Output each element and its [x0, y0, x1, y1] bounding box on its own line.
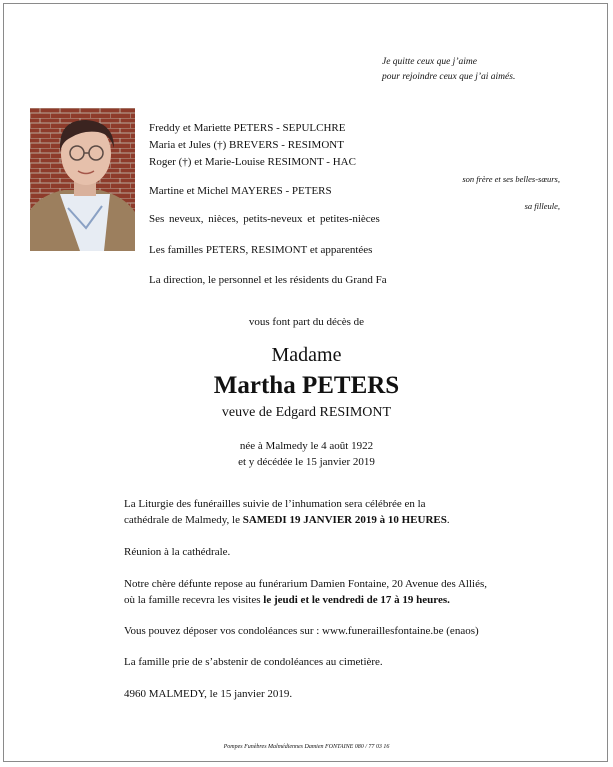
family-line-5: Ses neveux, nièces, petits-neveux et petites-nièces: [149, 213, 380, 225]
quote-line-2: pour rejoindre ceux que j’ai aimés.: [382, 72, 516, 82]
visits-times: le jeudi et le vendredi de 17 à 19 heures.: [263, 594, 450, 606]
funerarium-line-2: [124, 594, 450, 606]
family-line-6: Les familles PETERS, RESIMONT et apparentées: [149, 244, 373, 256]
visits-intro: où la famille recevra les visites: [124, 594, 264, 606]
cemetery-note: La famille prie de s’abstenir de condoléances au cimetière.: [124, 656, 383, 668]
liturgy-line-2-start: cathédrale de Malmedy, le: [124, 514, 243, 526]
death-info: et y décédée le 15 janvier 2019: [238, 456, 375, 468]
family-line-2: Maria et Jules (†) BREVERS - RESIMONT: [149, 139, 344, 151]
family-line-1: Freddy et Mariette PETERS - SEPULCHRE: [149, 122, 346, 134]
deceased-widow: veuve de Edgard RESIMONT: [221, 405, 392, 420]
family-note-1: son frère et ses belles-sœurs,: [462, 174, 560, 184]
family-line-3: Roger (†) et Marie-Louise RESIMONT - HAC: [149, 156, 356, 168]
deceased-name: Martha PETERS: [213, 372, 400, 399]
liturgy-line-1: La Liturgie des funérailles suivie de l’inhumation sera célébrée en la: [124, 498, 426, 510]
deceased-title: Madame: [271, 344, 342, 366]
liturgy-line-2: [124, 514, 450, 526]
meeting-info: Réunion à la cathédrale.: [124, 546, 231, 558]
footer-funeral-home: Pompes Funèbres Malmédiennes Damien FONTAINE 080 / 77 03 16: [223, 744, 390, 750]
family-note-2: sa filleule,: [524, 201, 560, 211]
liturgy-date-time: SAMEDI 19 JANVIER 2019 à 10 HEURES: [242, 514, 447, 526]
funerarium-line-1: Notre chère défunte repose au funérarium Damien Fontaine, 20 Avenue des Alliés,: [124, 578, 487, 590]
family-line-7: La direction, le personnel et les résidents du Grand Fa: [149, 274, 387, 286]
birth-info: née à Malmedy le 4 août 1922: [239, 440, 374, 452]
family-line-4: Martine et Michel MAYERES - PETERS: [149, 185, 332, 197]
liturgy-line-2-end: .: [446, 514, 450, 526]
quote-line-1: Je quitte ceux que j’aime: [382, 57, 477, 67]
condolences-info: Vous pouvez déposer vos condoléances sur : www.funeraillesfontaine.be (enaos): [124, 625, 479, 637]
portrait-photo: [30, 108, 135, 251]
announcement: vous font part du décès de: [248, 316, 365, 328]
place-date: 4960 MALMEDY, le 15 janvier 2019.: [124, 688, 293, 700]
